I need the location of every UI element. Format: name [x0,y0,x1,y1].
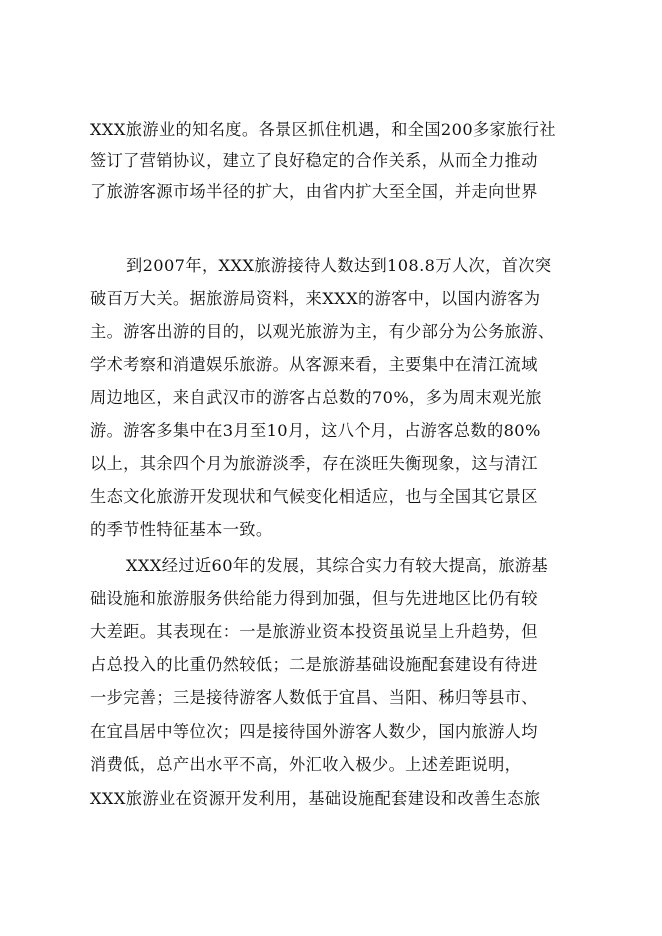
paragraph-2-line-4: 学术考察和消遣娱乐旅游。从客源来看，主要集中在清江流域 [90,355,538,374]
paragraph-3-line-3: 大差距。其表现在：一是旅游业资本投资虽说呈上升趋势，但 [90,622,538,641]
paragraph-3-line-2: 础设施和旅游服务供给能力得到加强，但与先进地区比仍有较 [90,589,538,608]
paragraph-2-line-9: 的季节性特征基本一致。 [90,520,273,539]
paragraph-3-line-8: XXX旅游业在资源开发利用，基础设施配套建设和改善生态旅 [90,789,541,808]
paragraph-2-line-1: 到2007年，XXX旅游接待人数达到108.8万人次，首次突 [126,256,552,275]
paragraph-2-line-5: 周边地区，来自武汉市的游客占总数的70%，多为周末观光旅 [90,388,542,407]
paragraph-2-line-2: 破百万大关。据旅游局资料，来XXX的游客中，以国内游客为 [90,289,541,308]
paragraph-1-line-2: 签订了营销协议，建立了良好稳定的合作关系，从而全力推动 [90,151,538,170]
paragraph-2-line-8: 生态文化旅游开发现状和气候变化相适应，也与全国其它景区 [90,487,538,506]
paragraph-3-line-7: 消费低，总产出水平不高，外汇收入极少。上述差距说明， [90,755,522,774]
paragraph-3-line-1: XXX经过近60年的发展，其综合实力有较大提高，旅游基 [126,556,549,575]
paragraph-2-line-6: 游。游客多集中在3月至10月，这八个月，占游客总数的80% [90,421,541,440]
paragraph-3-line-5: 一步完善；三是接待游客人数低于宜昌、当阳、秭归等县市、 [90,688,538,707]
paragraph-2-line-7: 以上，其余四个月为旅游淡季，存在淡旺失衡现象，这与清江 [90,454,538,473]
paragraph-1-line-1: XXX旅游业的知名度。各景区抓住机遇，和全国200多家旅行社 [90,120,556,139]
paragraph-3-line-6: 在宜昌居中等位次；四是接待国外游客人数少，国内旅游人均 [90,722,538,741]
paragraph-1-line-3: 了旅游客源市场半径的扩大，由省内扩大至全国，并走向世界 [90,182,538,201]
paragraph-2-line-3: 主。游客出游的目的，以观光旅游为主，有少部分为公务旅游、 [90,322,555,341]
paragraph-3-line-4: 占总投入的比重仍然较低；二是旅游基础设施配套建设有待进 [90,655,538,674]
